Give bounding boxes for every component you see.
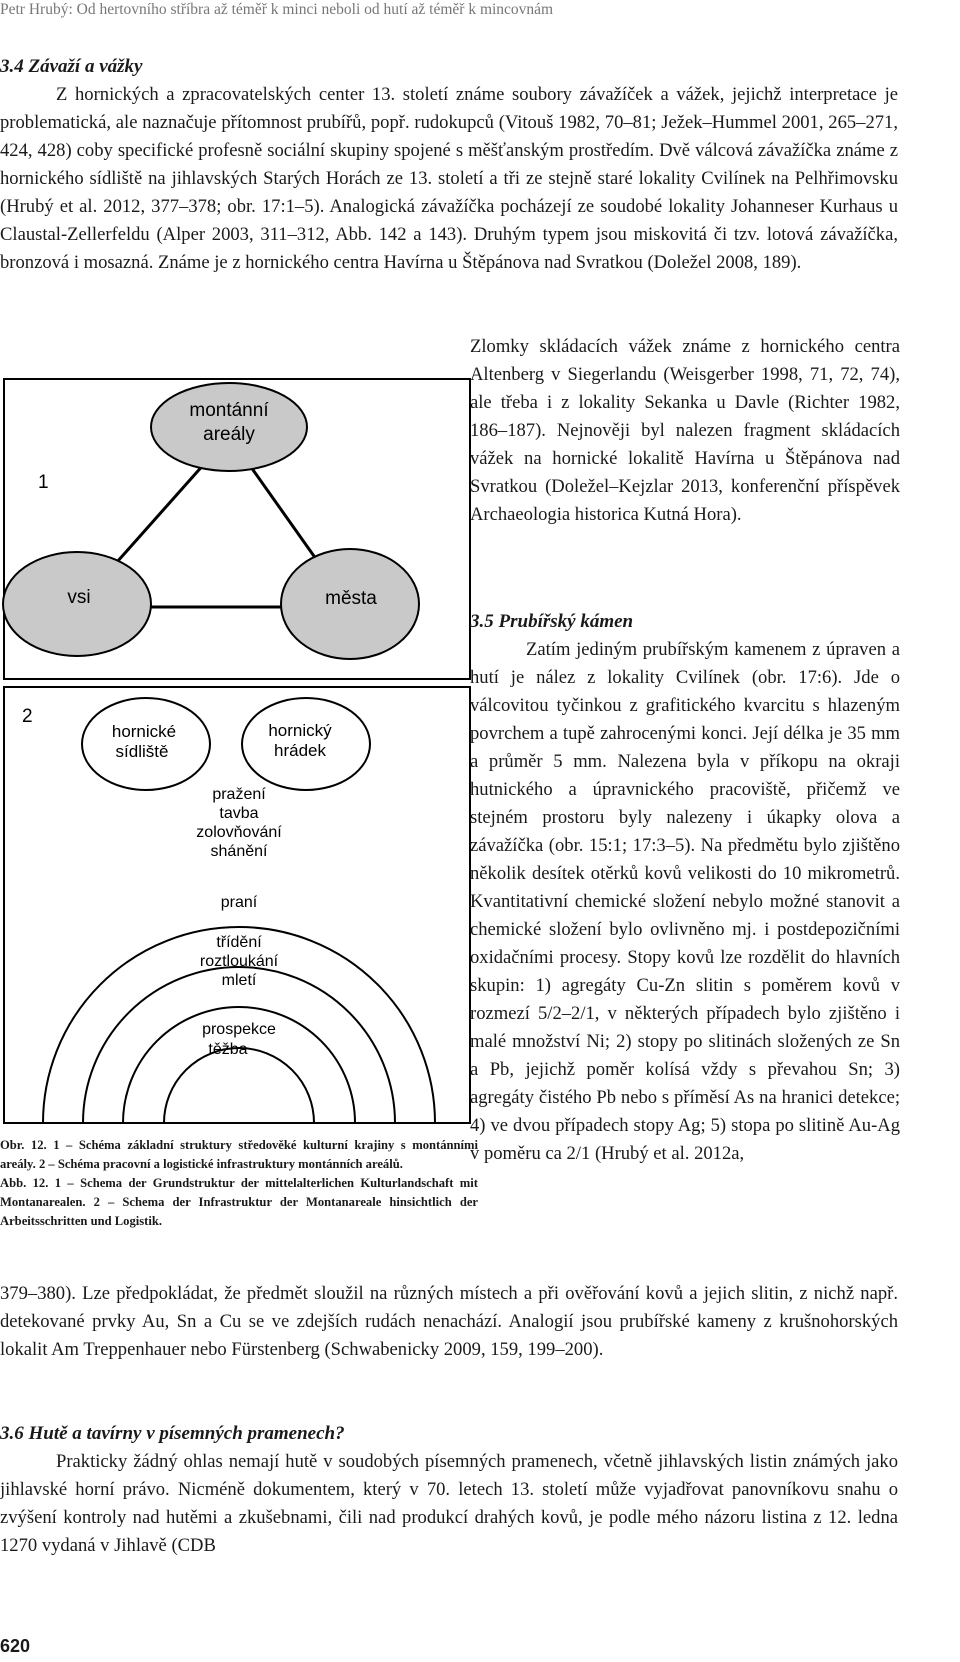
panel-2-number: 2 xyxy=(22,706,33,727)
paragraph-weights-scales: Z hornických a zpracovatelských center 13. století známe soubory závažíček a vážek, jejichž interpretace je problematická, ale naznačuje přítomnost prubířů, popř. rudokupců (Vitouš 1982, 70–81; Ježek–Hummel 2001, 265–271, 424, 428) coby specifické profesně sociální skupiny spojené s měšťanským prostředím. Dvě válcová závažíčka známe z hornického sídliště na jihlavských Starých Horách ze 13. století a tři ze stejně staré lokality Cvilínek na Pelhřimovsku (Hrubý et al. 2012, 377–378; obr. 17:1–5). Analogická závažíčka pocházejí ze soudobé lokality Johanneser Kurhaus u Claustal-Zellerfeldu (Alper 2003, 311–312, Abb. 142 a 143). Druhým typem jsou miskovitá či tzv. lotová závažíčka, bronzová i mosazná. Známe je z hornického centra Havírna u Štěpánova nad Svratkou (Doležel 2008, 189). xyxy=(0,84,898,273)
label-tezba: těžba xyxy=(208,1041,248,1058)
label-mleti: mletí xyxy=(221,972,257,989)
paragraph-folding-scales: Zlomky skládacích vážek známe z hornického centra Altenberg v Siegerlandu (Weisgerber 1998, 71, 72, 74), ale třeba i z lokality Sekanka u Davle (Richter 1982, 186–187). Nejnověji byl nalezen fragment skládacích vážek na hornické lokalitě Havírna u Štěpánova nad Svratkou (Doležel–Kejzlar 2013, konferenční příspěvek Archaeologia historica Kutná Hora). xyxy=(470,336,900,525)
paragraph-touchstone-continued: 379–380). Lze předpokládat, že předmět sloužil na různých místech a při ověřování kovů a jejich slitin, z nichž např. detekované prvky Au, Sn a Cu se ve zdejších rudách nenachází. Analogií jsou prubířské kameny z krušnohorských lokalit Am Treppenhauer nebo Fürstenberg (Schwabenicky 2009, 159, 199–200). xyxy=(0,1283,898,1360)
figure-12-diagram xyxy=(0,375,478,1127)
label-prospekce: prospekce xyxy=(202,1021,276,1038)
paragraph-touchstone: Zatím jediným prubířským kamenem z úpraven a hutí je nález z lokality Cvilínek (obr. 17:6). Jde o válcovitou tyčinkou z grafitického kvarcitu s hlazeným povrchem a tupě zahrocenými konci. Její délka je 35 mm a průměr 5 mm. Nalezena byla v příkopu na okraji hutnického a úpravnického pracoviště, přičemž ve stejném prostoru byly nalezeny i úkapky olova a závažíčka (obr. 15:1; 17:3–5). Na předmětu bylo zjištěno několik desítek otěrků kovů velikosti do 10 mikrometrů. Kvantitativní chemické složení nebylo možné stanovit a chemické složení bylo ovlivněno mj. i postdepozičními oxidačními procesy. Stopy kovů lze rozdělit do hlavních skupin: 1) agregáty Cu-Zn slitin s poměrem kovů v rozmezí 5/2–2/1, v některých případech bylo zjištěno i malé množství Ni; 2) stopy po slitinách složených ze Sn a Pb, jejichž poměr kolísá vždy s převahou Sn; 3) agregáty čistého Pb nebo s příměsí As na hranici detekce; 4) ve dvou případech stopy Ag; 5) stopa po slitině Au-Ag v poměru ca 2/1 (Hrubý et al. 2012a, xyxy=(470,639,900,1164)
caption-german: Abb. 12. 1 – Schema der Grundstruktur der mittelalterlichen Kulturlandschaft mit Montanarealen. 2 – Schema der Infrastruktur der Montanareale hinsichtlich der Arbeitsschritten und Logistik. xyxy=(0,1176,478,1228)
label-arealy: areály xyxy=(203,424,255,445)
label-prani: praní xyxy=(220,894,258,911)
paragraph-written-sources: Prakticky žádný ohlas nemají hutě v soudobých písemných pramenech, včetně jihlavských listin známých jako jihlavské horní právo. Nicméně dokumentem, který v 70. letech 13. století může vyjadřovat panovníkovu snahu o zvýšení kontroly nad hutěmi a zkušebnami, čili nad produkcí drahých kovů, je podle mého názoru listina z 12. ledna 1270 vydaná v Jihlavě (CDB xyxy=(0,1451,898,1556)
label-mesta: města xyxy=(325,588,377,609)
section-heading-3-6: 3.6 Hutě a tavírny v písemných pramenech? xyxy=(0,1423,345,1444)
label-shaneni: shánění xyxy=(210,843,268,860)
label-tavba: tavba xyxy=(219,805,259,822)
section-heading-3-5: 3.5 Prubířský kámen xyxy=(470,611,634,632)
label-hornicky: hornický xyxy=(268,721,332,740)
label-vsi: vsi xyxy=(67,587,91,608)
label-trideni: třídění xyxy=(216,934,262,951)
figure-caption xyxy=(0,1136,478,1231)
label-prazeni: pražení xyxy=(212,786,266,803)
panel-1-number: 1 xyxy=(38,472,49,493)
figure-12 xyxy=(0,375,478,1127)
label-montanni: montánní xyxy=(189,400,269,421)
label-hradek: hrádek xyxy=(274,741,326,760)
running-header: Petr Hrubý: Od hertovního stříbra až téměř k minci neboli od hutí až téměř k mincovnám xyxy=(0,1,554,18)
label-zolovnovani: zolovňování xyxy=(196,824,282,841)
label-sidliste: sídliště xyxy=(115,742,169,761)
label-hornicke: hornické xyxy=(111,722,177,741)
page-number: 620 xyxy=(0,1636,31,1656)
label-roztloukani: roztloukání xyxy=(199,953,279,970)
section-heading-3-4: 3.4 Závaží a vážky xyxy=(0,56,143,77)
caption-czech: Obr. 12. 1 – Schéma základní struktury středověké kulturní krajiny s montánními areály. 2 – Schéma pracovní a logistické infrastruktury montánních areálů. xyxy=(0,1138,478,1171)
